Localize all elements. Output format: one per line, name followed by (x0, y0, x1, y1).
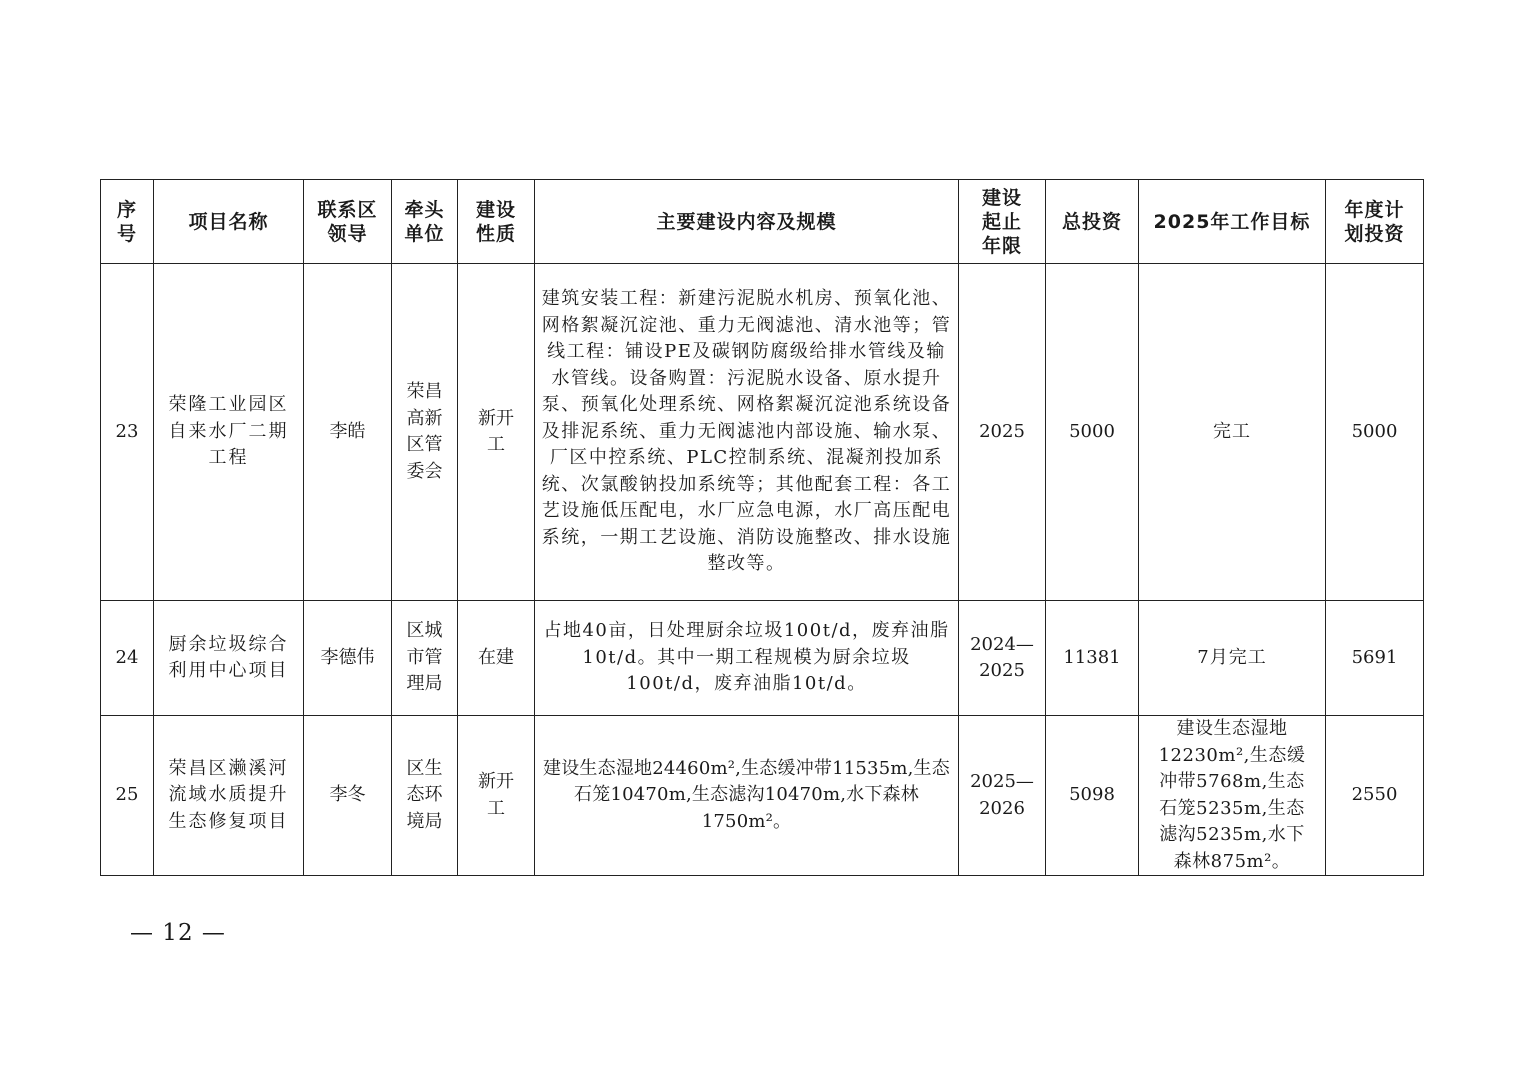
table-row (101, 601, 1424, 716)
header-lead-unit: 牵头单位 (392, 180, 458, 264)
cell-leader: 李德伟 (304, 601, 392, 716)
cell-period: 2025 (959, 264, 1046, 601)
cell-project-name: 荣昌区濑溪河流域水质提升生态修复项目 (154, 716, 304, 876)
cell-annual-investment: 5000 (1326, 264, 1424, 601)
cell-total-investment: 11381 (1046, 601, 1139, 716)
cell-nature: 新开工 (458, 716, 535, 876)
cell-lead-unit: 荣昌高新区管委会 (392, 264, 458, 601)
page-number: — 12 — (130, 920, 226, 946)
header-leader: 联系区领导 (304, 180, 392, 264)
table-header-row (101, 180, 1424, 264)
cell-nature: 新开工 (458, 264, 535, 601)
cell-no: 23 (101, 264, 154, 601)
cell-period: 2024—2025 (959, 601, 1046, 716)
cell-period: 2025—2026 (959, 716, 1046, 876)
cell-content: 建设生态湿地24460m²,生态缓冲带11535m,生态石笼10470m,生态滤沟10470m,水下森林1750m²。 (535, 716, 959, 876)
cell-content: 建筑安装工程：新建污泥脱水机房、预氧化池、网格絮凝沉淀池、重力无阀滤池、清水池等；管线工程：铺设PE及碳钢防腐级给排水管线及输水管线。设备购置：污泥脱水设备、原水提升泵、预氧化处理系统、网格絮凝沉淀池系统设备及排泥系统、重力无阀滤池内部设施、输水泵、厂区中控系统、PLC控制系统、混凝剂投加系统、次氯酸钠投加系统等；其他配套工程：各工艺设施低压配电，水厂应急电源，水厂高压配电系统，一期工艺设施、消防设施整改、排水设施整改等。 (535, 264, 959, 601)
cell-no: 24 (101, 601, 154, 716)
table-row (101, 264, 1424, 601)
cell-total-investment: 5000 (1046, 264, 1139, 601)
cell-project-name: 荣隆工业园区自来水厂二期工程 (154, 264, 304, 601)
cell-total-investment: 5098 (1046, 716, 1139, 876)
cell-project-name: 厨余垃圾综合利用中心项目 (154, 601, 304, 716)
cell-2025-goal: 7月完工 (1139, 601, 1326, 716)
table-row (101, 716, 1424, 876)
cell-annual-investment: 5691 (1326, 601, 1424, 716)
project-table (100, 179, 1424, 876)
header-annual-investment: 年度计划投资 (1326, 180, 1424, 264)
cell-leader: 李冬 (304, 716, 392, 876)
cell-lead-unit: 区生态环境局 (392, 716, 458, 876)
header-content: 主要建设内容及规模 (535, 180, 959, 264)
cell-2025-goal: 建设生态湿地12230m²,生态缓冲带5768m,生态石笼5235m,生态滤沟5235m,水下森林875m²。 (1139, 716, 1326, 876)
header-nature: 建设性质 (458, 180, 535, 264)
header-period: 建设起止年限 (959, 180, 1046, 264)
header-2025-goal: 2025年工作目标 (1139, 180, 1326, 264)
header-no: 序号 (101, 180, 154, 264)
header-project-name: 项目名称 (154, 180, 304, 264)
cell-no: 25 (101, 716, 154, 876)
cell-lead-unit: 区城市管理局 (392, 601, 458, 716)
cell-content: 占地40亩，日处理厨余垃圾100t/d，废弃油脂10t/d。其中一期工程规模为厨余垃圾100t/d，废弃油脂10t/d。 (535, 601, 959, 716)
cell-annual-investment: 2550 (1326, 716, 1424, 876)
cell-2025-goal: 完工 (1139, 264, 1326, 601)
cell-nature: 在建 (458, 601, 535, 716)
header-total-investment: 总投资 (1046, 180, 1139, 264)
cell-leader: 李皓 (304, 264, 392, 601)
